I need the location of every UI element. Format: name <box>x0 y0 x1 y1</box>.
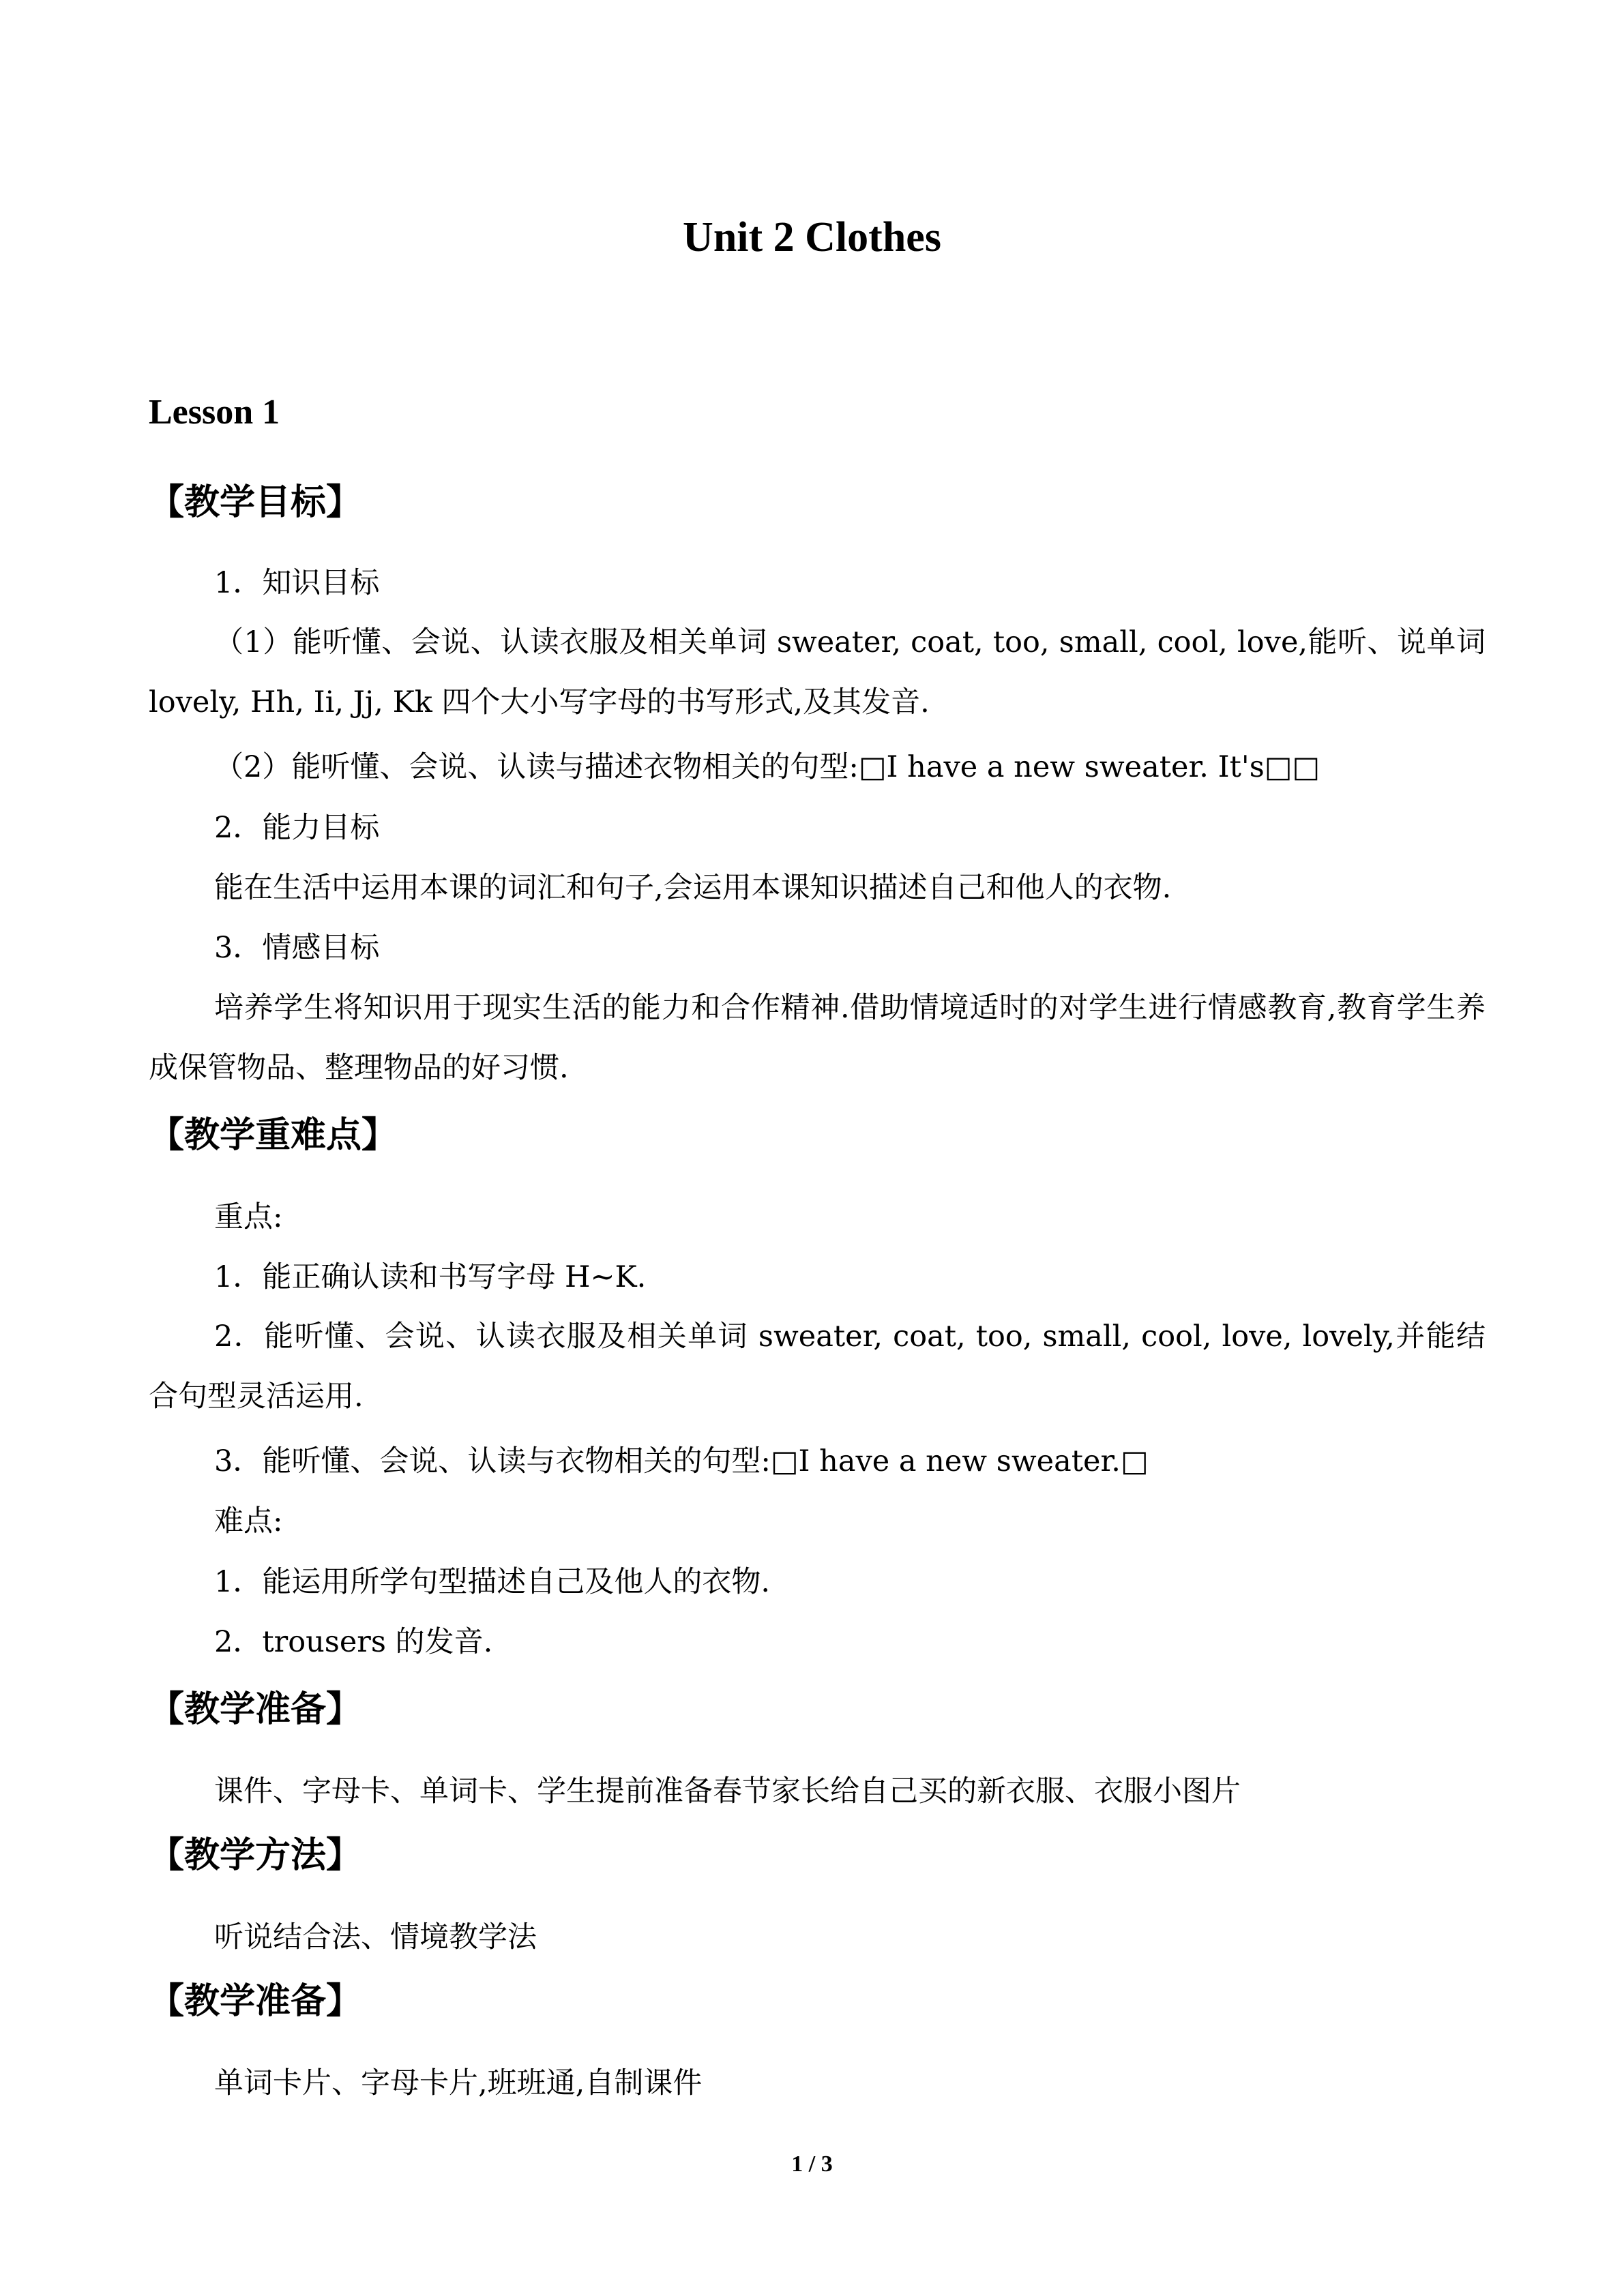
emotion-goal-label: 3．情感目标 <box>214 931 380 965</box>
methods-text: 听说结合法、情境教学法 <box>214 1920 537 1954</box>
key-point-3: 3．能听懂、会说、认读与衣物相关的句型:□I have a new sweater.□ <box>214 1444 1149 1478</box>
difficult-point-1: 1．能运用所学句型描述自己及他人的衣物. <box>214 1565 771 1599</box>
document-title: Unit 2 Clothes <box>683 214 941 260</box>
section-heading-methods: 【教学方法】 <box>149 1835 362 1876</box>
preparation-2-text: 单词卡片、字母卡片,班班通,自制课件 <box>214 2066 703 2100</box>
difficult-point-2: 2．trousers 的发音. <box>214 1625 493 1659</box>
section-heading-preparation: 【教学准备】 <box>149 1689 362 1730</box>
section-heading-preparation-2: 【教学准备】 <box>149 1981 362 2022</box>
preparation-text: 课件、字母卡、单词卡、学生提前准备春节家长给自己买的新衣服、衣服小图片 <box>214 1774 1241 1808</box>
key-point-1: 1．能正确认读和书写字母 H~K. <box>214 1260 647 1294</box>
knowledge-goal-paragraph-1: （1）能听懂、会说、认读衣服及相关单词 sweater, coat, too, small, cool, love,能听、说单词 lovely, Hh, Ii, Jj, Kk 四个大小写字母的书写形式,及其发音. <box>149 625 1486 719</box>
ability-goal-text: 能在生活中运用本课的词汇和句子,会运用本课知识描述自己和他人的衣物. <box>214 871 1172 905</box>
lesson-label: Lesson 1 <box>149 393 280 432</box>
difficult-points-label: 难点: <box>214 1504 283 1538</box>
section-heading-goals: 【教学目标】 <box>149 482 362 523</box>
key-point-2: 2．能听懂、会说、认读衣服及相关单词 sweater, coat, too, small, cool, love, lovely,并能结合句型灵活运用. <box>149 1320 1486 1414</box>
key-points-label: 重点: <box>214 1200 283 1234</box>
ability-goal-label: 2．能力目标 <box>214 811 380 845</box>
knowledge-goal-label: 1．知识目标 <box>214 566 380 600</box>
knowledge-goal-paragraph-2: （2）能听懂、会说、认读与描述衣物相关的句型:□I have a new sweater. It's□□ <box>214 750 1320 784</box>
page-number: 1 / 3 <box>791 2151 833 2177</box>
emotion-goal-text: 培养学生将知识用于现实生活的能力和合作精神.借助情境适时的对学生进行情感教育,教育学生养成保管物品、整理物品的好习惯. <box>149 991 1486 1085</box>
section-heading-key-points: 【教学重难点】 <box>149 1115 398 1156</box>
